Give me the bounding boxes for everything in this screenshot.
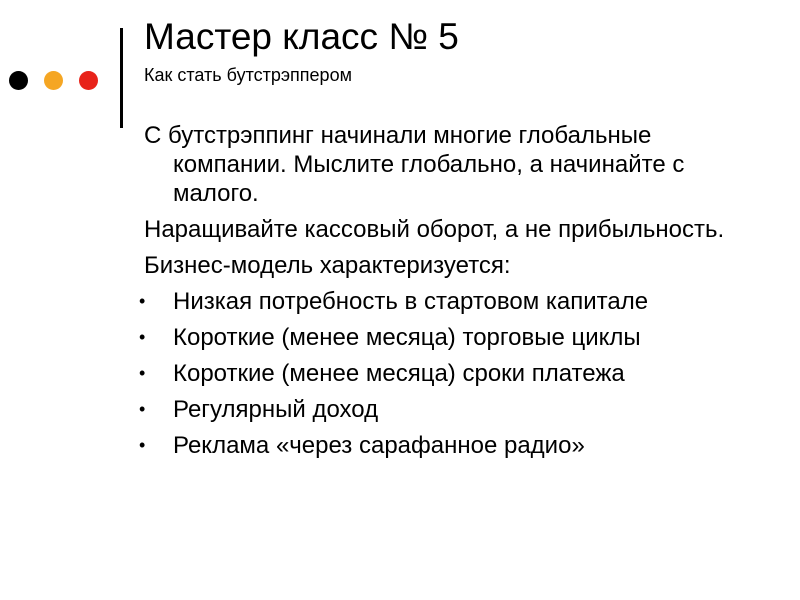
dot-icon-red (79, 71, 98, 90)
bullet-text: Короткие (менее месяца) сроки платежа (173, 360, 625, 387)
bullet-text: Низкая потребность в стартовом капитале (173, 288, 649, 315)
decorative-dots (9, 71, 98, 90)
list-item (139, 359, 764, 388)
paragraph-bootstrapping: С бутстрэппинг начинали многие глобальные компании. Мыслите глобально, а начинайте с малого. (144, 122, 685, 207)
list-item (139, 431, 764, 460)
bullet-text: Реклама «через сарафанное радио» (173, 432, 585, 459)
list-item (139, 287, 764, 316)
bullet-icon: • (139, 435, 146, 455)
bullet-icon: • (139, 399, 146, 419)
list-item (139, 395, 764, 424)
dot-icon-orange (44, 71, 63, 90)
slide-title: Мастер класс № 5 (144, 16, 459, 57)
paragraph-cash-flow: Наращивайте кассовый оборот, а не прибыльность. (144, 216, 725, 243)
list-item (139, 323, 764, 352)
vertical-divider (120, 28, 123, 128)
bullet-icon: • (139, 327, 146, 347)
slide-body (139, 121, 764, 467)
slide-subtitle: Как стать бутстрэппером (144, 65, 352, 85)
bullet-icon: • (139, 363, 146, 383)
bullet-list (139, 287, 764, 460)
paragraph-business-model: Бизнес-модель характеризуется: (144, 252, 511, 279)
bullet-text: Короткие (менее месяца) торговые циклы (173, 324, 641, 351)
bullet-text: Регулярный доход (173, 396, 379, 423)
bullet-icon: • (139, 291, 146, 311)
dot-icon-black (9, 71, 28, 90)
